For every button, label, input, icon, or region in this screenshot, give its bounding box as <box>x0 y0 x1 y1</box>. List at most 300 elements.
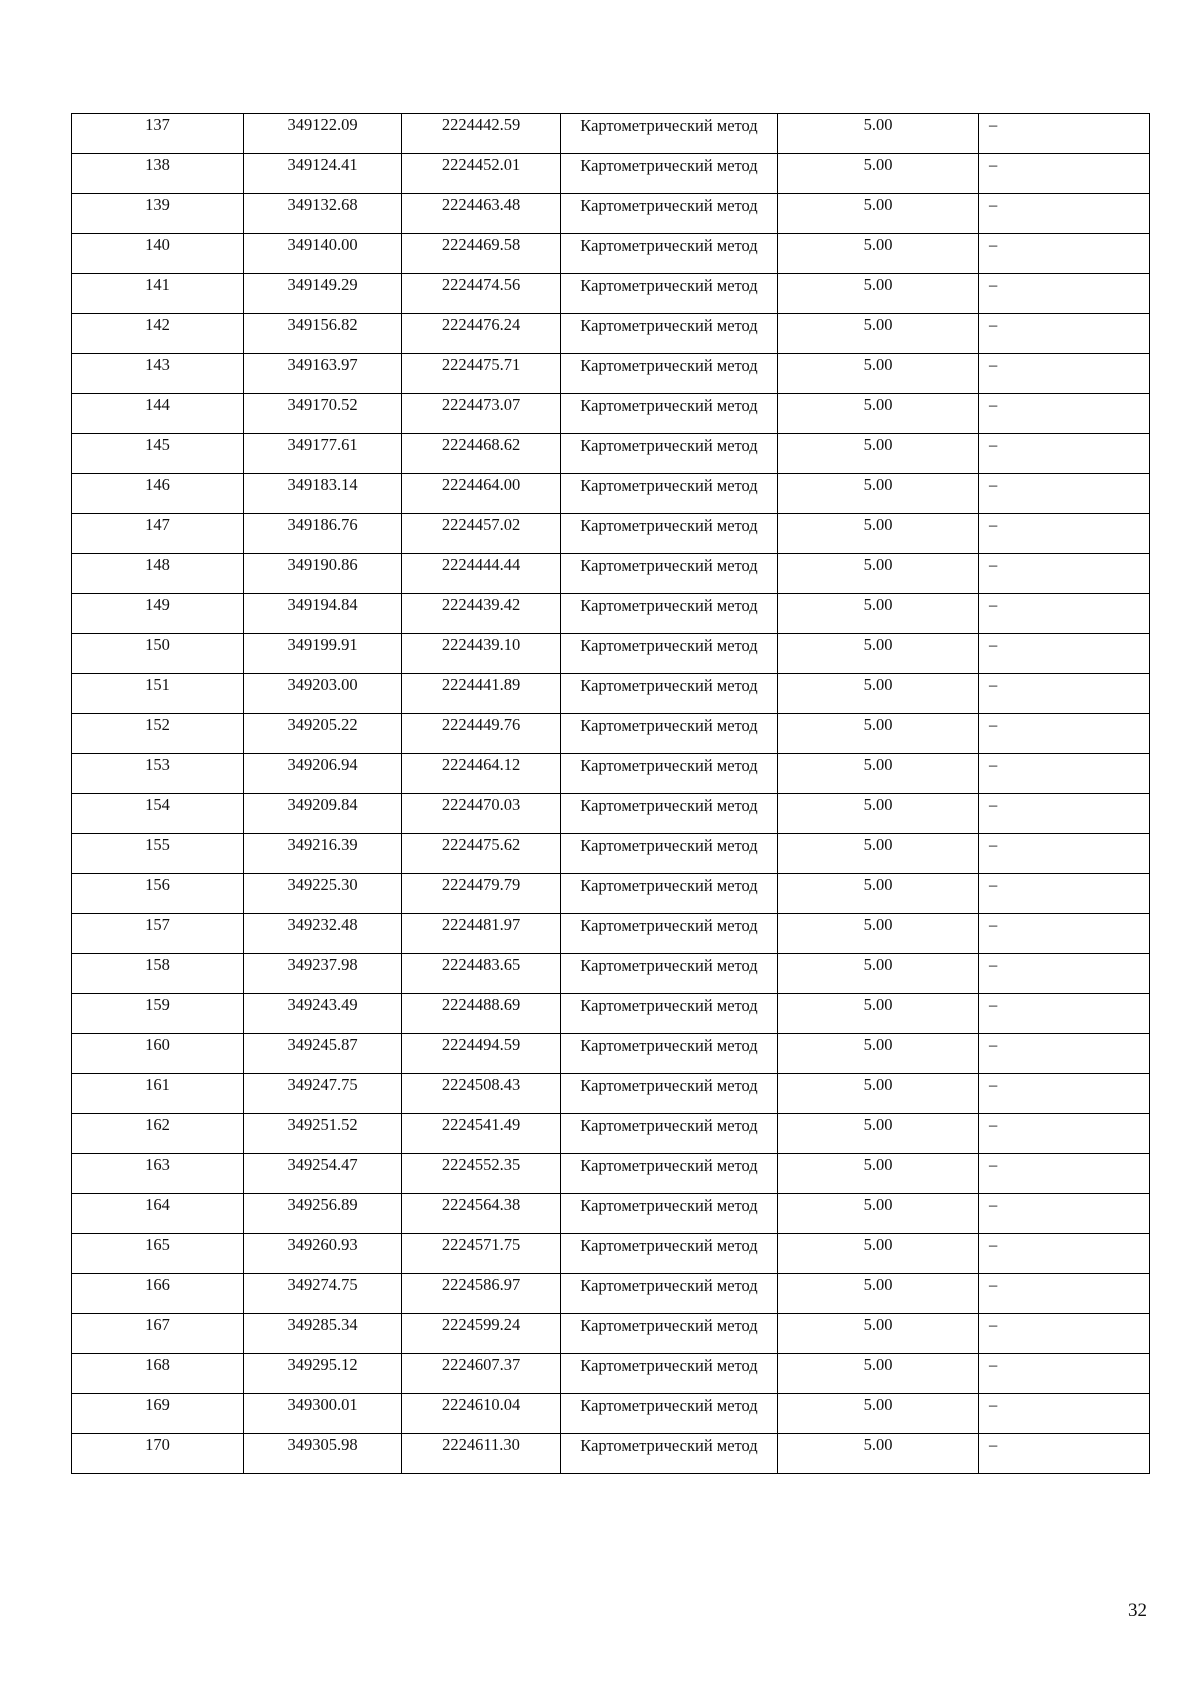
y-coordinate-cell-text: 2224441.89 <box>441 675 521 694</box>
x-coordinate-cell <box>244 594 402 634</box>
y-coordinate-cell-text: 2224464.00 <box>441 475 521 494</box>
y-coordinate-cell <box>402 994 561 1034</box>
y-coordinate-cell-text: 2224476.24 <box>441 315 521 334</box>
point-number-cell <box>72 594 244 634</box>
point-number-cell <box>72 394 244 434</box>
table-row <box>72 994 1150 1034</box>
x-coordinate-cell-text: 349300.01 <box>287 1395 358 1414</box>
method-cell-text: Картометрический метод <box>580 1196 758 1215</box>
x-coordinate-cell-text: 349254.47 <box>287 1155 358 1174</box>
y-coordinate-cell-text: 2224610.04 <box>441 1395 521 1414</box>
y-coordinate-cell <box>402 554 561 594</box>
accuracy-cell-text: 5.00 <box>863 795 893 814</box>
x-coordinate-cell-text: 349209.84 <box>287 795 358 814</box>
note-cell-text: – <box>989 835 998 854</box>
accuracy-cell <box>778 474 979 514</box>
method-cell-text: Картометрический метод <box>580 836 758 855</box>
note-cell <box>979 434 1150 474</box>
accuracy-cell <box>778 714 979 754</box>
y-coordinate-cell-text: 2224479.79 <box>441 875 521 894</box>
note-cell-text: – <box>989 1235 998 1254</box>
x-coordinate-cell-text: 349186.76 <box>287 515 358 534</box>
note-cell-text: – <box>989 395 998 414</box>
y-coordinate-cell <box>402 234 561 274</box>
x-coordinate-cell <box>244 394 402 434</box>
method-cell-text: Картометрический метод <box>580 516 758 535</box>
x-coordinate-cell <box>244 1354 402 1394</box>
note-cell-text: – <box>989 555 998 574</box>
method-cell-text: Картометрический метод <box>580 956 758 975</box>
note-cell <box>979 1194 1150 1234</box>
point-number-cell <box>72 1394 244 1434</box>
method-cell-text: Картометрический метод <box>580 1276 758 1295</box>
point-number-cell-text: 161 <box>145 1075 170 1094</box>
point-number-cell-text: 165 <box>145 1235 170 1254</box>
point-number-cell-text: 170 <box>145 1435 170 1454</box>
point-number-cell <box>72 954 244 994</box>
note-cell-text: – <box>989 1315 998 1334</box>
y-coordinate-cell-text: 2224469.58 <box>441 235 521 254</box>
x-coordinate-cell <box>244 1394 402 1434</box>
point-number-cell-text: 169 <box>145 1395 170 1414</box>
method-cell <box>561 1114 778 1154</box>
point-number-cell <box>72 1434 244 1474</box>
method-cell <box>561 1394 778 1434</box>
note-cell <box>979 514 1150 554</box>
method-cell <box>561 514 778 554</box>
table-row <box>72 434 1150 474</box>
accuracy-cell-text: 5.00 <box>863 835 893 854</box>
x-coordinate-cell-text: 349216.39 <box>287 835 358 854</box>
accuracy-cell <box>778 674 979 714</box>
note-cell <box>979 1274 1150 1314</box>
y-coordinate-cell <box>402 874 561 914</box>
x-coordinate-cell <box>244 1154 402 1194</box>
x-coordinate-cell <box>244 1314 402 1354</box>
accuracy-cell-text: 5.00 <box>863 1355 893 1374</box>
accuracy-cell-text: 5.00 <box>863 955 893 974</box>
point-number-cell <box>72 794 244 834</box>
table-row <box>72 194 1150 234</box>
accuracy-cell <box>778 754 979 794</box>
accuracy-cell-text: 5.00 <box>863 315 893 334</box>
method-cell-text: Картометрический метод <box>580 276 758 295</box>
table-row <box>72 1434 1150 1474</box>
accuracy-cell <box>778 954 979 994</box>
accuracy-cell-text: 5.00 <box>863 475 893 494</box>
note-cell <box>979 1314 1150 1354</box>
note-cell <box>979 354 1150 394</box>
method-cell-text: Картометрический метод <box>580 1076 758 1095</box>
table-body <box>72 114 1150 1474</box>
note-cell-text: – <box>989 1115 998 1134</box>
table-row <box>72 674 1150 714</box>
y-coordinate-cell-text: 2224464.12 <box>441 755 521 774</box>
point-number-cell-text: 163 <box>145 1155 170 1174</box>
method-cell <box>561 674 778 714</box>
point-number-cell-text: 138 <box>145 155 170 174</box>
x-coordinate-cell <box>244 474 402 514</box>
note-cell-text: – <box>989 315 998 334</box>
method-cell-text: Картометрический метод <box>580 116 758 135</box>
y-coordinate-cell-text: 2224444.44 <box>441 555 521 574</box>
note-cell <box>979 674 1150 714</box>
note-cell-text: – <box>989 1395 998 1414</box>
x-coordinate-cell <box>244 1234 402 1274</box>
y-coordinate-cell <box>402 634 561 674</box>
y-coordinate-cell-text: 2224457.02 <box>441 515 521 534</box>
note-cell <box>979 1034 1150 1074</box>
y-coordinate-cell <box>402 1234 561 1274</box>
x-coordinate-cell-text: 349140.00 <box>287 235 358 254</box>
table-row <box>72 1074 1150 1114</box>
accuracy-cell <box>778 554 979 594</box>
method-cell-text: Картометрический метод <box>580 716 758 735</box>
table-row <box>72 114 1150 154</box>
note-cell <box>979 114 1150 154</box>
method-cell-text: Картометрический метод <box>580 156 758 175</box>
y-coordinate-cell <box>402 434 561 474</box>
x-coordinate-cell-text: 349199.91 <box>287 635 358 654</box>
method-cell <box>561 954 778 994</box>
accuracy-cell-text: 5.00 <box>863 435 893 454</box>
accuracy-cell-text: 5.00 <box>863 355 893 374</box>
y-coordinate-cell-text: 2224463.48 <box>441 195 521 214</box>
x-coordinate-cell-text: 349256.89 <box>287 1195 358 1214</box>
method-cell <box>561 274 778 314</box>
point-number-cell-text: 168 <box>145 1355 170 1374</box>
accuracy-cell-text: 5.00 <box>863 555 893 574</box>
method-cell <box>561 314 778 354</box>
method-cell-text: Картометрический метод <box>580 1396 758 1415</box>
table-row <box>72 1394 1150 1434</box>
point-number-cell-text: 137 <box>145 115 170 134</box>
y-coordinate-cell <box>402 514 561 554</box>
note-cell <box>979 834 1150 874</box>
accuracy-cell-text: 5.00 <box>863 1115 893 1134</box>
accuracy-cell <box>778 394 979 434</box>
note-cell-text: – <box>989 1275 998 1294</box>
point-number-cell-text: 160 <box>145 1035 170 1054</box>
point-number-cell <box>72 514 244 554</box>
method-cell-text: Картометрический метод <box>580 396 758 415</box>
note-cell-text: – <box>989 955 998 974</box>
x-coordinate-cell <box>244 354 402 394</box>
method-cell <box>561 234 778 274</box>
point-number-cell-text: 166 <box>145 1275 170 1294</box>
method-cell <box>561 874 778 914</box>
accuracy-cell <box>778 874 979 914</box>
note-cell <box>979 234 1150 274</box>
point-number-cell <box>72 1114 244 1154</box>
accuracy-cell <box>778 1154 979 1194</box>
y-coordinate-cell <box>402 194 561 234</box>
y-coordinate-cell <box>402 1034 561 1074</box>
x-coordinate-cell <box>244 1194 402 1234</box>
point-number-cell <box>72 1034 244 1074</box>
method-cell-text: Картометрический метод <box>580 1356 758 1375</box>
accuracy-cell <box>778 1394 979 1434</box>
method-cell <box>561 754 778 794</box>
note-cell <box>979 1354 1150 1394</box>
accuracy-cell <box>778 794 979 834</box>
accuracy-cell <box>778 194 979 234</box>
y-coordinate-cell-text: 2224442.59 <box>441 115 521 134</box>
note-cell-text: – <box>989 355 998 374</box>
point-number-cell <box>72 1314 244 1354</box>
y-coordinate-cell <box>402 914 561 954</box>
x-coordinate-cell <box>244 994 402 1034</box>
table-row <box>72 754 1150 794</box>
y-coordinate-cell-text: 2224541.49 <box>441 1115 521 1134</box>
point-number-cell <box>72 354 244 394</box>
table-row <box>72 234 1150 274</box>
x-coordinate-cell <box>244 154 402 194</box>
x-coordinate-cell <box>244 754 402 794</box>
point-number-cell <box>72 674 244 714</box>
method-cell-text: Картометрический метод <box>580 636 758 655</box>
note-cell-text: – <box>989 1355 998 1374</box>
x-coordinate-cell <box>244 674 402 714</box>
accuracy-cell-text: 5.00 <box>863 1155 893 1174</box>
point-number-cell <box>72 1274 244 1314</box>
note-cell <box>979 1114 1150 1154</box>
y-coordinate-cell-text: 2224470.03 <box>441 795 521 814</box>
note-cell-text: – <box>989 435 998 454</box>
method-cell-text: Картометрический метод <box>580 356 758 375</box>
note-cell <box>979 714 1150 754</box>
method-cell <box>561 194 778 234</box>
y-coordinate-cell <box>402 1154 561 1194</box>
note-cell-text: – <box>989 915 998 934</box>
accuracy-cell-text: 5.00 <box>863 1195 893 1214</box>
point-number-cell-text: 154 <box>145 795 170 814</box>
method-cell <box>561 354 778 394</box>
note-cell-text: – <box>989 1075 998 1094</box>
accuracy-cell-text: 5.00 <box>863 515 893 534</box>
x-coordinate-cell-text: 349183.14 <box>287 475 358 494</box>
point-number-cell-text: 162 <box>145 1115 170 1134</box>
y-coordinate-cell <box>402 114 561 154</box>
table-row <box>72 354 1150 394</box>
x-coordinate-cell <box>244 834 402 874</box>
method-cell <box>561 1274 778 1314</box>
accuracy-cell-text: 5.00 <box>863 595 893 614</box>
y-coordinate-cell-text: 2224475.62 <box>441 835 521 854</box>
x-coordinate-cell-text: 349305.98 <box>287 1435 358 1454</box>
note-cell <box>979 394 1150 434</box>
accuracy-cell <box>778 434 979 474</box>
note-cell-text: – <box>989 595 998 614</box>
y-coordinate-cell-text: 2224474.56 <box>441 275 521 294</box>
note-cell <box>979 794 1150 834</box>
method-cell <box>561 834 778 874</box>
note-cell <box>979 1154 1150 1194</box>
point-number-cell-text: 158 <box>145 955 170 974</box>
point-number-cell-text: 143 <box>145 355 170 374</box>
y-coordinate-cell-text: 2224564.38 <box>441 1195 521 1214</box>
table-row <box>72 474 1150 514</box>
x-coordinate-cell <box>244 434 402 474</box>
x-coordinate-cell-text: 349237.98 <box>287 955 358 974</box>
table-row <box>72 1234 1150 1274</box>
accuracy-cell <box>778 314 979 354</box>
y-coordinate-cell <box>402 594 561 634</box>
table-row <box>72 314 1150 354</box>
x-coordinate-cell-text: 349177.61 <box>287 435 358 454</box>
x-coordinate-cell <box>244 914 402 954</box>
point-number-cell <box>72 154 244 194</box>
y-coordinate-cell-text: 2224611.30 <box>442 1435 520 1454</box>
method-cell-text: Картометрический метод <box>580 676 758 695</box>
method-cell-text: Картометрический метод <box>580 1236 758 1255</box>
method-cell <box>561 154 778 194</box>
table-row <box>72 594 1150 634</box>
table-row <box>72 1154 1150 1194</box>
x-coordinate-cell-text: 349170.52 <box>287 395 358 414</box>
x-coordinate-cell <box>244 1434 402 1474</box>
point-number-cell-text: 150 <box>145 635 170 654</box>
accuracy-cell-text: 5.00 <box>863 115 893 134</box>
x-coordinate-cell-text: 349251.52 <box>287 1115 358 1134</box>
x-coordinate-cell-text: 349163.97 <box>287 355 358 374</box>
note-cell-text: – <box>989 675 998 694</box>
x-coordinate-cell-text: 349285.34 <box>287 1315 358 1334</box>
point-number-cell <box>72 754 244 794</box>
y-coordinate-cell <box>402 954 561 994</box>
point-number-cell-text: 164 <box>145 1195 170 1214</box>
point-number-cell <box>72 874 244 914</box>
note-cell <box>979 314 1150 354</box>
accuracy-cell <box>778 634 979 674</box>
note-cell <box>979 194 1150 234</box>
point-number-cell-text: 149 <box>145 595 170 614</box>
method-cell <box>561 1194 778 1234</box>
accuracy-cell-text: 5.00 <box>863 715 893 734</box>
accuracy-cell-text: 5.00 <box>863 235 893 254</box>
y-coordinate-cell-text: 2224475.71 <box>441 355 521 374</box>
accuracy-cell <box>778 234 979 274</box>
point-number-cell <box>72 834 244 874</box>
x-coordinate-cell <box>244 794 402 834</box>
table-row <box>72 634 1150 674</box>
note-cell <box>979 154 1150 194</box>
accuracy-cell <box>778 914 979 954</box>
page-number: 32 <box>1128 1600 1147 1621</box>
y-coordinate-cell-text: 2224607.37 <box>441 1355 521 1374</box>
x-coordinate-cell <box>244 1074 402 1114</box>
accuracy-cell-text: 5.00 <box>863 195 893 214</box>
point-number-cell <box>72 274 244 314</box>
table-row <box>72 954 1150 994</box>
x-coordinate-cell-text: 349260.93 <box>287 1235 358 1254</box>
y-coordinate-cell-text: 2224508.43 <box>441 1075 521 1094</box>
method-cell <box>561 1234 778 1274</box>
note-cell-text: – <box>989 795 998 814</box>
coordinates-table <box>71 113 1150 1474</box>
accuracy-cell <box>778 1274 979 1314</box>
accuracy-cell <box>778 1234 979 1274</box>
x-coordinate-cell-text: 349149.29 <box>287 275 358 294</box>
y-coordinate-cell-text: 2224468.62 <box>441 435 521 454</box>
point-number-cell-text: 146 <box>145 475 170 494</box>
method-cell-text: Картометрический метод <box>580 596 758 615</box>
accuracy-cell-text: 5.00 <box>863 395 893 414</box>
x-coordinate-cell <box>244 1034 402 1074</box>
accuracy-cell <box>778 354 979 394</box>
accuracy-cell <box>778 274 979 314</box>
accuracy-cell <box>778 1314 979 1354</box>
note-cell-text: – <box>989 275 998 294</box>
y-coordinate-cell-text: 2224439.42 <box>441 595 521 614</box>
x-coordinate-cell <box>244 1114 402 1154</box>
point-number-cell <box>72 994 244 1034</box>
method-cell <box>561 594 778 634</box>
table-row <box>72 1194 1150 1234</box>
y-coordinate-cell <box>402 1114 561 1154</box>
method-cell <box>561 994 778 1034</box>
accuracy-cell-text: 5.00 <box>863 155 893 174</box>
x-coordinate-cell-text: 349243.49 <box>287 995 358 1014</box>
method-cell <box>561 114 778 154</box>
x-coordinate-cell <box>244 194 402 234</box>
point-number-cell-text: 145 <box>145 435 170 454</box>
note-cell <box>979 1434 1150 1474</box>
note-cell <box>979 594 1150 634</box>
y-coordinate-cell <box>402 1074 561 1114</box>
accuracy-cell-text: 5.00 <box>863 875 893 894</box>
x-coordinate-cell <box>244 514 402 554</box>
note-cell-text: – <box>989 1155 998 1174</box>
table-row <box>72 1354 1150 1394</box>
table-row <box>72 714 1150 754</box>
x-coordinate-cell-text: 349245.87 <box>287 1035 358 1054</box>
method-cell <box>561 714 778 754</box>
method-cell <box>561 1354 778 1394</box>
x-coordinate-cell-text: 349132.68 <box>287 195 358 214</box>
y-coordinate-cell-text: 2224494.59 <box>441 1035 521 1054</box>
point-number-cell-text: 140 <box>145 235 170 254</box>
x-coordinate-cell-text: 349203.00 <box>287 675 358 694</box>
note-cell <box>979 874 1150 914</box>
note-cell <box>979 274 1150 314</box>
y-coordinate-cell <box>402 1314 561 1354</box>
method-cell-text: Картометрический метод <box>580 876 758 895</box>
x-coordinate-cell <box>244 634 402 674</box>
accuracy-cell <box>778 154 979 194</box>
method-cell-text: Картометрический метод <box>580 436 758 455</box>
note-cell <box>979 554 1150 594</box>
point-number-cell-text: 142 <box>145 315 170 334</box>
y-coordinate-cell <box>402 1394 561 1434</box>
x-coordinate-cell-text: 349247.75 <box>287 1075 358 1094</box>
point-number-cell-text: 152 <box>145 715 170 734</box>
y-coordinate-cell <box>402 754 561 794</box>
accuracy-cell-text: 5.00 <box>863 915 893 934</box>
accuracy-cell <box>778 1194 979 1234</box>
accuracy-cell <box>778 1434 979 1474</box>
x-coordinate-cell <box>244 714 402 754</box>
x-coordinate-cell-text: 349232.48 <box>287 915 358 934</box>
point-number-cell <box>72 1354 244 1394</box>
note-cell-text: – <box>989 515 998 534</box>
method-cell-text: Картометрический метод <box>580 996 758 1015</box>
note-cell <box>979 1234 1150 1274</box>
method-cell-text: Картометрический метод <box>580 916 758 935</box>
accuracy-cell-text: 5.00 <box>863 1035 893 1054</box>
y-coordinate-cell-text: 2224439.10 <box>441 635 521 654</box>
accuracy-cell <box>778 114 979 154</box>
